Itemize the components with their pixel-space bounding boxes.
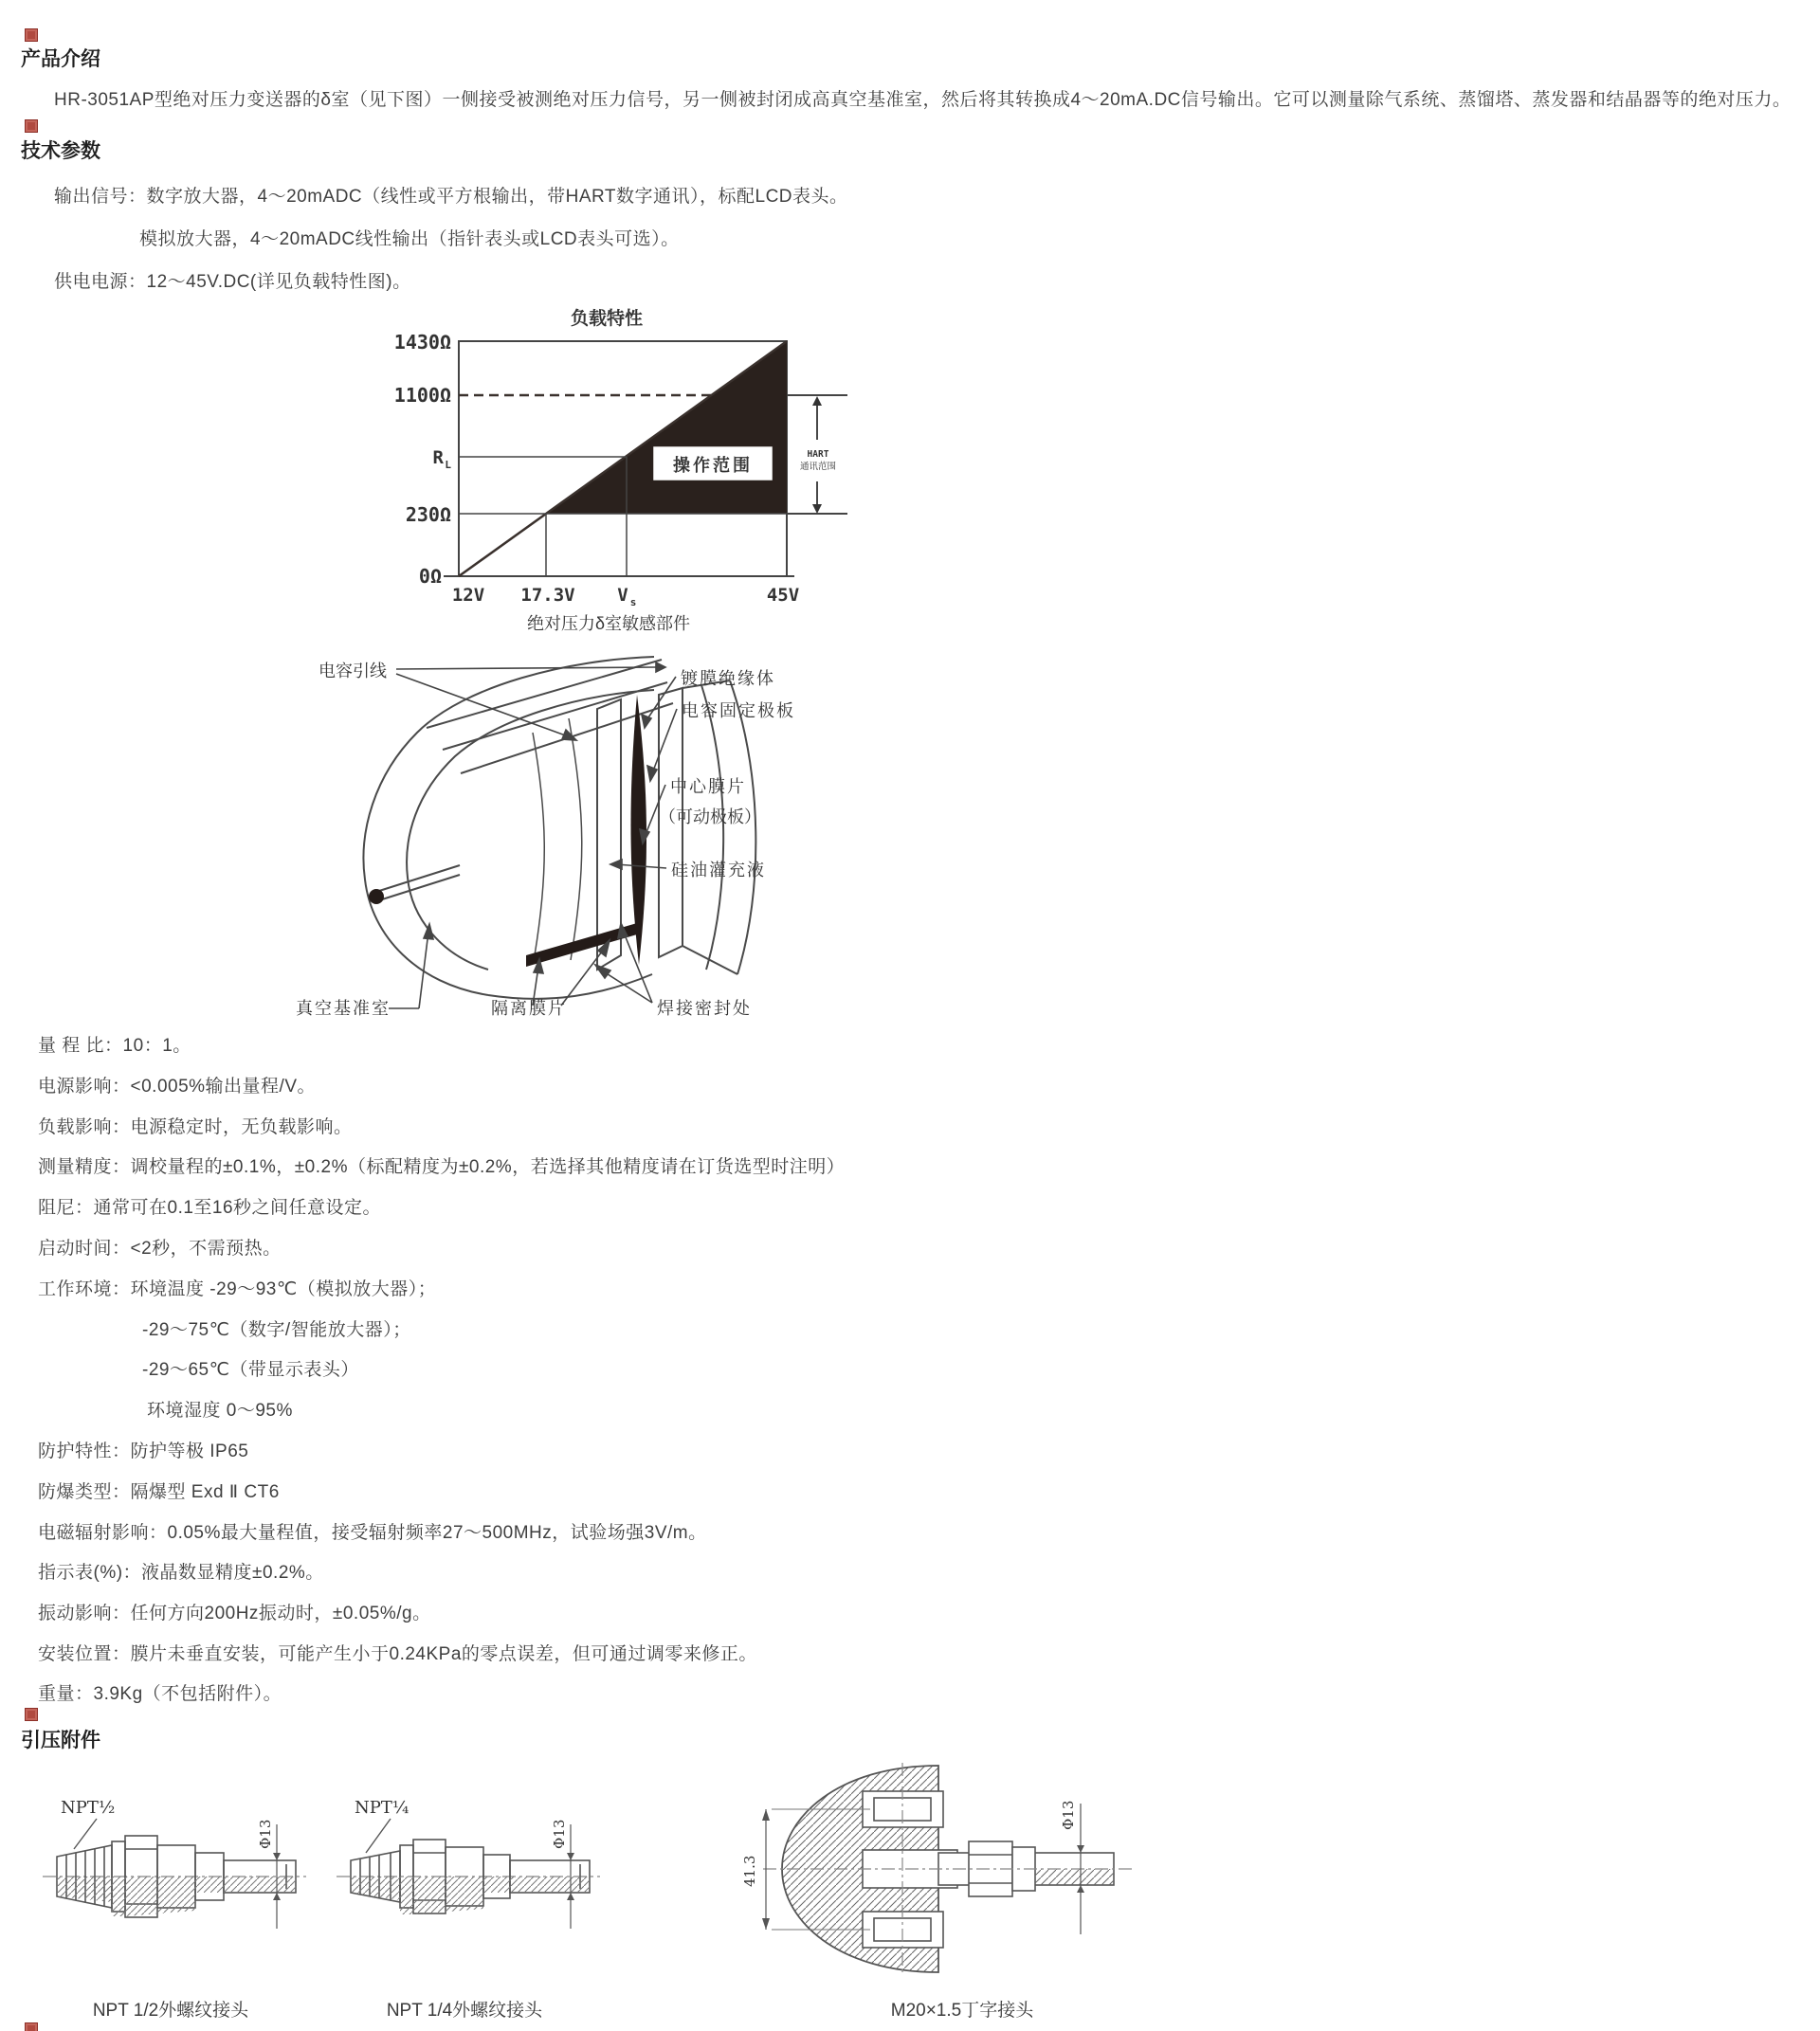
- height-dim-label: 41.3: [741, 1855, 758, 1887]
- diameter-label: Φ13: [257, 1819, 274, 1849]
- hart-arrow-down: [812, 504, 822, 514]
- tech-line: 模拟放大器，4～20mADC线性输出（指针表头或LCD表头可选）。: [139, 229, 680, 249]
- param-line: 启动时间：<2秒，不需预热。: [38, 1239, 282, 1259]
- thread-leader-line: [366, 1819, 391, 1853]
- y-tick-0: 0Ω: [418, 565, 442, 588]
- param-line: 工作环境：环境温度 -29～93℃（模拟放大器）；: [38, 1279, 437, 1299]
- stem-hatch-art: [1035, 1869, 1114, 1885]
- intro-heading: 产品介绍: [21, 48, 100, 70]
- thread-size-label: NPT¼: [355, 1798, 410, 1818]
- y-tick-1100: 1100Ω: [393, 384, 451, 407]
- fitting-caption: M20×1.5丁字接头: [890, 2001, 1034, 2021]
- param-line: -29～75℃（数字/智能放大器）；: [142, 1320, 411, 1340]
- section-hatch-art: [57, 1877, 195, 1916]
- fill-tube-ball-art: [369, 889, 384, 904]
- param-line: 环境湿度 0～95%: [147, 1401, 293, 1421]
- section-marker-icon: [25, 1708, 38, 1721]
- param-line: 阻尼：通常可在0.1至16秒之间任意设定。: [38, 1198, 382, 1218]
- x-tick-45v: 45V: [766, 585, 800, 606]
- chart-caption: 绝对压力δ室敏感部件: [526, 614, 691, 633]
- diameter-dimension: [257, 1820, 281, 1929]
- y-tick-230: 230Ω: [405, 503, 451, 526]
- x-tick-vs-sub: s: [629, 596, 637, 608]
- label-weld-seal: 焊接密封处: [657, 999, 752, 1018]
- hart-arrow-up: [812, 396, 822, 406]
- section-hatch-art: [483, 1877, 590, 1893]
- param-line: 安装位置：膜片未垂直安装，可能产生小于0.24KPa的零点误差，但可通过调零来修正。: [38, 1644, 757, 1664]
- label-fixed-plate: 电容固定极板: [682, 701, 795, 720]
- intro-paragraph: HR-3051AP型绝对压力变送器的δ室（见下图）一侧接受被测绝对压力信号，另一侧被封闭成高真空基准室，然后将其转换成4～20mA.DC信号输出。它可以测量除气系统、蒸馏塔、蒸发器和结晶器等的绝对压力。: [54, 90, 1792, 110]
- y-tick-1430: 1430Ω: [393, 331, 451, 354]
- load-characteristic-chart: [360, 296, 891, 644]
- y-tick-rl-sub: L: [445, 459, 451, 471]
- hart-range-label-1: HART: [807, 449, 829, 460]
- param-line: 振动影响：任何方向200Hz振动时，±0.05%/g。: [38, 1604, 431, 1623]
- m20-tee-fitting-drawing: [730, 1749, 1147, 1990]
- chart-title: 负载特性: [570, 309, 644, 329]
- thread-leader-line: [74, 1819, 97, 1849]
- param-line: 重量：3.9Kg（不包括附件）。: [38, 1684, 282, 1704]
- param-line: 防爆类型：隔爆型 Exd Ⅱ CT6: [38, 1482, 280, 1502]
- y-tick-rl: R: [432, 447, 444, 468]
- diameter-label: Φ13: [551, 1819, 568, 1849]
- param-line: 负载影响：电源稳定时，无负载影响。: [38, 1117, 353, 1137]
- param-line: 指示表(%)：液晶数显精度±0.2%。: [38, 1563, 324, 1583]
- tech-heading: 技术参数: [21, 140, 100, 162]
- hart-range-label-2: 通讯范围: [799, 462, 837, 472]
- operating-range-label: 操作范围: [673, 456, 753, 475]
- x-tick-vs: V: [617, 585, 628, 606]
- section-marker-icon: [25, 119, 38, 133]
- param-line: 防护特性：防护等极 IP65: [38, 1442, 249, 1461]
- label-silicone-oil: 硅油灌充液: [671, 861, 766, 879]
- section-marker-icon: [25, 2022, 38, 2031]
- fitting-caption: NPT 1/4外螺纹接头: [386, 2001, 543, 2021]
- sensor-cutaway-diagram: [284, 643, 1109, 1041]
- x-tick-17v: 17.3V: [520, 585, 575, 606]
- diameter-dimension: [551, 1820, 574, 1929]
- section-hatch-art: [351, 1877, 483, 1914]
- diameter-label: Φ13: [1060, 1800, 1077, 1830]
- label-vacuum-chamber: 真空基准室: [296, 999, 391, 1018]
- tech-line: 供电电源：12～45V.DC(详见负载特性图)。: [54, 272, 411, 292]
- fittings-heading: 引压附件: [21, 1730, 100, 1751]
- label-center-diaphragm: 中心膜片: [670, 777, 746, 796]
- npt-half-fitting-drawing: [38, 1786, 313, 1976]
- param-line: 测量精度：调校量程的±0.1%，±0.2%（标配精度为±0.2%，若选择其他精度请在订货选型时注明）: [38, 1157, 846, 1177]
- param-line: 电源影响：<0.005%输出量程/V。: [38, 1077, 316, 1097]
- param-line: 电磁辐射影响：0.05%最大量程值，接受辐射频率27～500MHz，试验场强3V/m。: [38, 1523, 707, 1543]
- tech-line: 输出信号：数字放大器，4～20mADC（线性或平方根输出，带HART数字通讯），标配LCD表头。: [54, 187, 848, 207]
- section-hatch-art: [195, 1877, 296, 1893]
- x-tick-12v: 12V: [451, 585, 485, 606]
- label-coated-insulator: 镀膜绝缘体: [681, 669, 775, 688]
- section-marker-icon: [25, 28, 38, 42]
- label-isolation-diaphragm: 隔离膜片: [491, 999, 567, 1018]
- label-movable-plate: （可动极板）: [659, 807, 761, 826]
- thread-size-label: NPT½: [61, 1798, 116, 1818]
- param-line: 量 程 比：10：1。: [38, 1036, 191, 1056]
- npt-quarter-fitting-drawing: [332, 1786, 607, 1976]
- fitting-caption: NPT 1/2外螺纹接头: [92, 2001, 249, 2021]
- param-line: -29～65℃（带显示表头）: [142, 1360, 359, 1380]
- label-capacitor-lead: 电容引线: [318, 662, 387, 680]
